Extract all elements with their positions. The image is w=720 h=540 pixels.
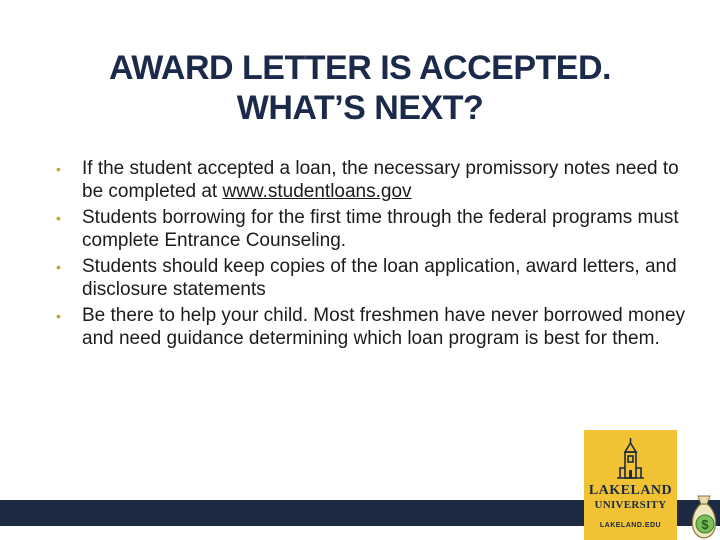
bullet-item (56, 207, 696, 252)
bullet-text: Be there to help your child. Most freshmen have never borrowed money and need guidance determining which loan program is best for them. (82, 305, 686, 349)
tower-icon (584, 430, 677, 485)
bullet-marker: • (56, 259, 61, 275)
logo-line-1: LAKELAND (588, 483, 673, 498)
bullet-item (56, 305, 696, 350)
bullet-item (56, 256, 696, 301)
slide-title (60, 48, 660, 128)
svg-text:$: $ (701, 517, 709, 532)
bullet-marker: • (56, 210, 61, 226)
money-bag-icon (688, 490, 720, 540)
lakeland-university-logo (584, 430, 677, 540)
title-line-1: AWARD LETTER IS ACCEPTED. (109, 49, 611, 87)
bullet-list (56, 158, 696, 354)
bullet-text: If the student accepted a loan, the necessary promissory notes need to be completed at (82, 158, 679, 202)
bullet-text: Students borrowing for the first time through the federal programs must complete Entrance Counseling. (82, 207, 679, 251)
bullet-marker: • (56, 161, 61, 177)
logo-line-2: UNIVERSITY (594, 499, 667, 511)
studentloans-link[interactable]: www.studentloans.gov (222, 180, 412, 202)
title-line-2: WHAT’S NEXT? (236, 89, 484, 127)
logo-line-3: LAKELAND.EDU (599, 522, 662, 529)
bullet-item (56, 158, 696, 203)
bullet-text: Students should keep copies of the loan application, award letters, and disclosure statements (82, 256, 677, 300)
bullet-marker: • (56, 308, 61, 324)
